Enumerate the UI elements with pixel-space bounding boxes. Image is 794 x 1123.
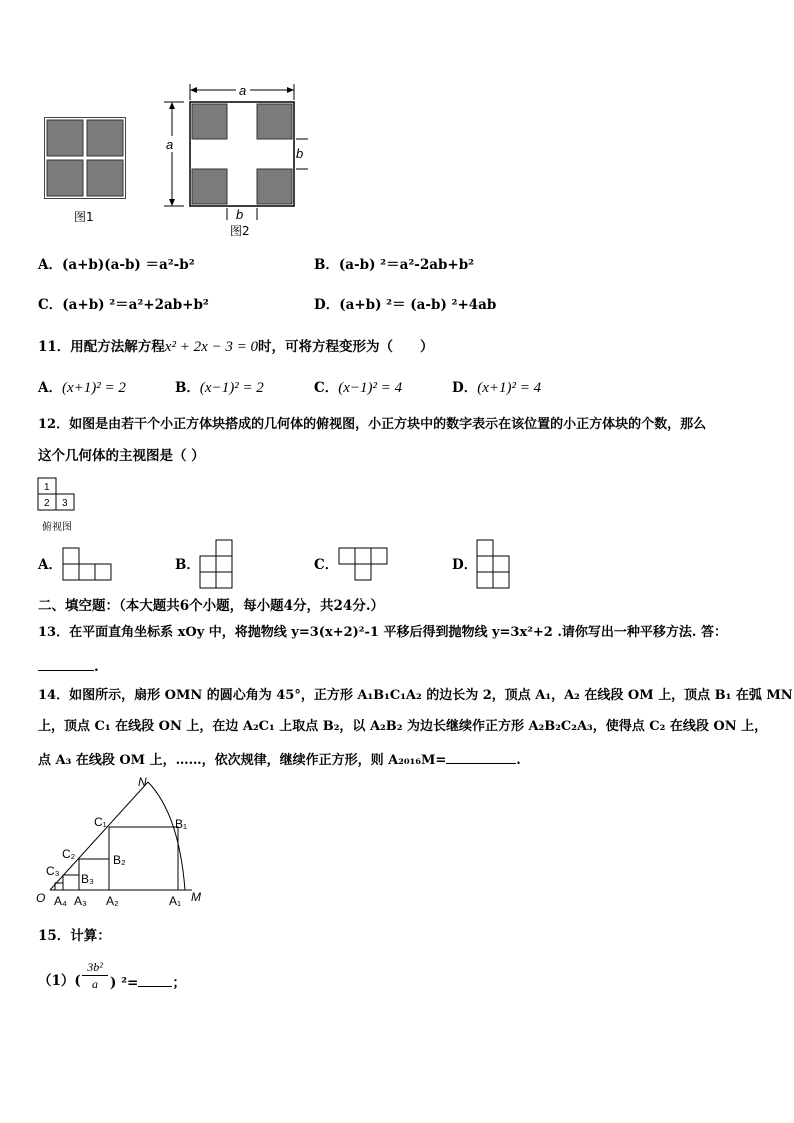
q13-answer-line [38, 656, 99, 676]
label-C3: C₃ [46, 864, 60, 878]
q13-stem: 13．在平面直角坐标系 xOy 中，将抛物线 y=3(x+2)²-1 平移后得到抛物线 y=3x²+2 .请你写出一种平移方法. 答： [38, 625, 727, 640]
fig2-label-a-left: a [166, 137, 174, 152]
label-C2: C₂ [62, 847, 76, 861]
q11-option-a-expr: (x+1)² = 2 [61, 380, 126, 396]
fig2-corner-square [257, 104, 292, 139]
label-B2: B₂ [113, 853, 126, 867]
q15-answer-blank[interactable] [138, 972, 172, 987]
fig1-square [87, 160, 123, 196]
q15-title: 15．计算： [38, 928, 111, 944]
fig2-label-a-top: a [239, 83, 247, 98]
q14-sector-figure [34, 774, 214, 912]
q12-top-view-caption: 俯视图 [42, 522, 72, 533]
label-A3: A₃ [74, 894, 87, 908]
q12-option-b-figure [199, 539, 233, 589]
label-C1: C₁ [94, 815, 107, 829]
fig2-label-b-right: b [296, 146, 304, 161]
q15-part1 [38, 972, 81, 990]
q12-option-a-label: A． [38, 557, 62, 573]
label-A4: A₄ [54, 894, 67, 908]
q14-stem-line3 [38, 749, 521, 770]
q11-option-c [314, 379, 402, 397]
q14-stem-line1: 14．如图所示，扇形 OMN 的圆心角为 45°，正方形 A₁B₁C₁A₂ 的边长为 2，顶点 A₁，A₂ 在线段 OM 上，顶点 B₁ 在弧 MN [38, 688, 793, 703]
fig1-square [47, 120, 83, 156]
q12-option-d-label: D． [452, 557, 478, 573]
fig2-corner-square [257, 169, 292, 204]
q14-stem-line2: 上，顶点 C₁ 在线段 ON 上，在边 A₂C₁ 上取点 B₂，以 A₂B₂ 为边长继续作正方形 A₂B₂C₂A₃，使得点 C₂ 在线段 ON 上， [38, 719, 768, 734]
fraction-bar [82, 975, 108, 976]
q10-option-a: A．(a+b)(a-b) ＝a²-b² [38, 257, 195, 273]
label-N: N [138, 775, 147, 789]
label-O: O [36, 891, 46, 905]
option-label: A． [38, 380, 62, 396]
q15-denominator: a [92, 977, 98, 991]
q11-option-d [452, 379, 541, 397]
q14-line3-text: 点 A₃ 在线段 OM 上，……，依次规律，继续作正方形，则 A₂₀₁₆M= [38, 753, 447, 768]
fig2-label-b-bottom: b [236, 207, 244, 222]
label-A2: A₂ [106, 894, 119, 908]
q11-option-c-expr: (x−1)² = 4 [338, 380, 403, 396]
label-A1: A₁ [169, 894, 182, 908]
fig2-corner-square [192, 104, 227, 139]
q14-answer-blank[interactable] [446, 749, 516, 764]
q15-end: ； [172, 975, 186, 991]
grid-number: 1 [44, 482, 50, 493]
q12-option-a-figure [62, 547, 112, 581]
q14-end: . [516, 753, 521, 768]
q11-equation: x² + 2x − 3 = 0 [164, 339, 258, 355]
label-B1: B₁ [175, 817, 188, 831]
q12-option-b-label: B． [175, 557, 200, 573]
q15-part1-suffix: ) ²= [110, 975, 139, 991]
q12-top-view-grid [37, 477, 77, 513]
q11-option-a [38, 379, 126, 397]
q11-option-b [175, 379, 264, 397]
q15-part1-rest [110, 972, 186, 992]
fig1-square [87, 120, 123, 156]
q12-stem-line1: 12．如图是由若干个小正方体块搭成的几何体的俯视图，小正方块中的数字表示在该位置的小正方体块的个数，那么 [38, 417, 707, 432]
fig2-caption: 图2 [230, 224, 250, 238]
q11-option-b-expr: (x−1)² = 2 [199, 380, 264, 396]
q10-option-b: B．(a-b) ²＝a²-2ab+b² [314, 257, 475, 273]
option-label: D． [452, 380, 478, 396]
figure-2 [160, 80, 310, 222]
q10-option-d: D．(a+b) ²＝ (a-b) ²+4ab [314, 297, 497, 313]
fig1-square [47, 160, 83, 196]
option-label: C． [314, 380, 339, 396]
q11-suffix: 时，可将方程变形为（ ） [257, 339, 434, 355]
q15-numerator: 3b² [87, 960, 103, 974]
label-M: M [191, 890, 201, 904]
q10-option-c: C．(a+b) ²＝a²+2ab+b² [38, 297, 209, 313]
q13-end: . [94, 659, 99, 675]
grid-number: 2 [44, 498, 50, 509]
q11-stem [38, 338, 433, 356]
grid-number: 3 [62, 498, 68, 509]
fig2-corner-square [192, 169, 227, 204]
q12-stem-line2: 这个几何体的主视图是（ ） [38, 448, 205, 464]
q12-option-d-figure [476, 539, 510, 589]
q13-answer-blank[interactable] [38, 656, 94, 671]
q11-option-d-expr: (x+1)² = 4 [477, 380, 542, 396]
figure-1 [44, 117, 126, 199]
section-2-heading: 二、填空题：（本大题共6个小题，每小题4分，共24分.） [38, 598, 385, 614]
q15-part1-prefix: （1）( [38, 973, 81, 989]
q12-option-c-figure [338, 547, 388, 581]
fig1-caption: 图1 [74, 210, 94, 224]
label-B3: B₃ [81, 872, 94, 886]
option-label: B． [175, 380, 200, 396]
q11-prefix: 11．用配方法解方程 [38, 339, 165, 355]
q15-fraction [82, 960, 108, 991]
q12-option-c-label: C． [314, 557, 339, 573]
